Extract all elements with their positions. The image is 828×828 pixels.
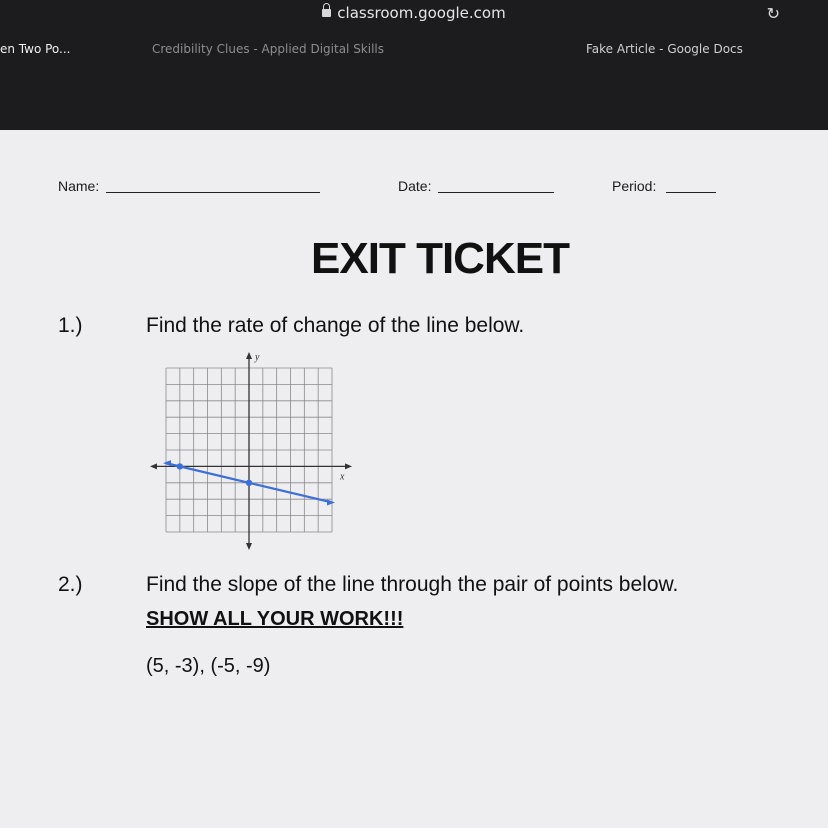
graph-axes [150,352,352,550]
date-label: Date: [398,178,432,194]
page-title: EXIT TICKET [311,234,569,283]
graph-point [246,480,252,486]
x-axis-arrow-left [150,463,157,469]
date-blank[interactable] [438,192,554,193]
y-axis-arrow-up [246,352,252,359]
question-2-text: Find the slope of the line through the pair of points below. [146,573,679,596]
question-1-text: Find the rate of change of the line below. [146,314,525,337]
y-axis-label: y [255,352,260,363]
question-2-number: 2.) [58,573,83,596]
lock-icon [322,9,331,17]
url-text: classroom.google.com [337,4,506,22]
worksheet-page [0,130,828,828]
coordinate-graph [146,352,356,552]
x-axis-label: x [340,471,345,483]
x-axis-arrow-right [345,463,352,469]
tab-fake-article[interactable]: Fake Article - Google Docs [586,42,743,56]
graph-line-arrow-left [163,460,171,466]
name-label: Name: [58,178,100,194]
point-pair: (5, -3), (-5, -9) [146,655,271,677]
name-blank[interactable] [106,192,320,193]
period-label: Period: [612,178,657,194]
graph-point [177,463,183,469]
tab-two-points[interactable]: en Two Po... [0,42,71,56]
tab-credibility-clues[interactable]: Credibility Clues - Applied Digital Skills [152,42,385,56]
question-1-number: 1.) [58,314,83,337]
show-work-instruction: SHOW ALL YOUR WORK!!! [146,608,404,630]
period-blank[interactable] [666,192,716,193]
graph-line-arrow-right [327,499,335,505]
address-bar[interactable] [0,4,828,22]
browser-toolbar [0,0,828,130]
reload-icon[interactable]: ↻ [766,4,780,23]
y-axis-arrow-down [246,543,252,550]
